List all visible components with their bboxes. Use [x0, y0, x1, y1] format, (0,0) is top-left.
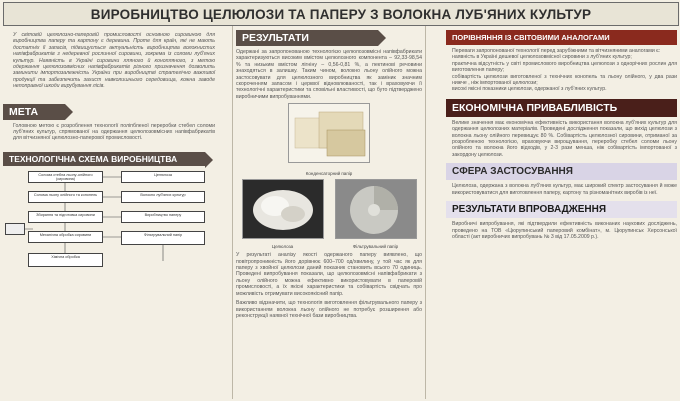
production-scheme-diagram	[3, 169, 215, 279]
comparison-item-1: наявність в Україні дешевої целюлозовмісної сировини з луб'яних культур;	[452, 54, 632, 61]
photo-row-bottom	[236, 179, 422, 249]
results-text-2: У результаті аналізу якості одержаного паперу виявлено, що повітропроникність його дорівнює 600–700 од/хвилину, у той час як для паперу з хвойної целюлози даний показник становить всього 70 одиниць. Проведені випробування показали, що целюлозовмісні напівфабрикати з льону олійного можна ефективно використовувати в паперовій промисловості, а їх якісні характеристики та собівартість свідчать про можливість отримувати високоякісний папір.	[236, 252, 422, 297]
scheme-box-paper: Виробництво паперу	[121, 211, 205, 223]
economic-text: Велике значення має економічна ефективність використання волокна луб'яних культур для одержання целюлозних матеріалів. Проведені дослідження показали, що вихід целюлози з волокна льону олійного перевищує 80 %. Собівартість целюлозної сировини, отриманої за розробленою технологією, враховуючи вирощування, переробку стебел соломи льону олійного та волокна його відходів, у 2-3 рази менша, ніж собівартість імпортованої з закордону целюлози.	[452, 119, 677, 158]
capacitor-paper-photo	[288, 103, 370, 163]
left-column	[3, 26, 215, 399]
results-text-3: Важливо відзначити, що технологія виготовлення фільтрувального паперу з використанням волокна льону олійного не потребує розширення або реконструкції наявної технічної бази виробництва.	[236, 300, 422, 319]
scheme-box-harvest: Збирання та підготовка сировини	[28, 211, 103, 223]
cellulose-photo	[242, 179, 324, 239]
scheme-box-straw: Солома льону олійного та конопель	[28, 191, 103, 203]
economic-heading: ЕКОНОМІЧНА ПРИВАБЛИВІСТЬ	[446, 99, 677, 117]
caption-cellulose: Целюлоза	[271, 244, 294, 250]
comparison-item-0: Переваги запропонованої технології перед зарубіжними та вітчизняними аналогами є:	[452, 48, 661, 54]
scheme-box-filter-paper: Фільтрувальний папір	[121, 231, 205, 245]
photo-filter-paper-wrap	[335, 179, 417, 249]
results-text-1: Одержані за запропонованою технологією целюлозовмісні напівфабрикати характеризуються високим вмістом целюлозного компонента – 92,33-98,54 % та низьким вмістом лігніну – 0,56-0,81 %, а пектинові речовини знаходяться в залишку. Таким чином, волокно льону олійного можна застосовувати для целюлозного виробництва як заміник значним скороченням запасом і церквої відновлюваності, так і враховуючи її технологічні характеристики та сповільні властивості, що буто підтверджено виробничими випробуваннями.	[236, 49, 422, 100]
comparison-item-4: високі якісні показники целюлози, одержаної з луб'яних культур.	[452, 86, 607, 93]
photo-cellulose-wrap	[242, 179, 324, 249]
application-heading: СФЕРА ЗАСТОСУВАННЯ	[446, 163, 677, 180]
caption-capacitor-paper: Конденсаторний папір	[305, 171, 353, 177]
results-heading: РЕЗУЛЬТАТИ	[236, 30, 378, 46]
scheme-box-fiber: Волокно луб'яних культур	[121, 191, 205, 203]
photo-capacitor-paper-wrap	[288, 103, 370, 168]
caption-filter-paper: Фільтрувальний папір	[352, 244, 399, 250]
comparison-item-3: собівартість целюлози виготовленої з технічних конопель та льону олійного, у два рази нижче , ніж імпортованої целюлози;	[452, 73, 677, 87]
comparison-item-2: практична відсутність у світі промислового виробництва целюлози з однорічних рослин для виготовлення паперу;	[452, 60, 677, 74]
poster-title: ВИРОБНИЦТВО ЦЕЛЮЛОЗИ ТА ПАПЕРУ З ВОЛОКНА ЛУБ'ЯНИХ КУЛЬТУР	[90, 6, 592, 22]
photo-row-top	[236, 103, 422, 168]
meta-text: Головною метою є розроблення технології поліпбленої переробки стебел соломи луб'яних культур, спрямованої на одержання целюлозовмісних напівфабрикатів для вітчизняної целюлозно-паперової промисловості.	[13, 122, 215, 142]
filter-paper-photo	[335, 179, 417, 239]
scheme-box-mechanical: Механічна обробка сировини	[28, 231, 103, 243]
implementation-text: Виробничі випробування, які підтвердили ефективність виконаних наукових досліджень, проведено на ТОВ «Цюрупинський паперовий комбінат», м. Цюрупинськ Херсонської області (акт виробничих випробувань № 3 від 17.05.2009 р.).	[452, 221, 677, 240]
intro-text: У світовій целюлозно-паперовій промисловості основною сировиною для виробництва паперу та картону є деревина. Проте для країн, які не мають достатніх її запасів, підвищується актуальність виробництва волокнистих напівфабрикатів з недеревної рослинної сировини, зокрема із соломи луб'яних культур. Наявність в Україні сировини лляного й конопляного, з метою одержання целюлозовмісних напівфабрикатів різного призначення дозволить заминити імпортозалежність України при виробництві стратегічно важливої продукції та забезпечить захист навколишнього середовища, кожна заводе непоправної шкоди вирубування лісів.	[13, 32, 215, 90]
right-column	[446, 26, 677, 399]
scheme-box-cellulose: Целюлоза	[121, 171, 205, 183]
scheme-box-raw-material: Солома стебла льону-олійного (сировина)	[28, 171, 103, 183]
middle-column	[232, 26, 426, 399]
scheme-box-side	[5, 223, 25, 235]
poster-title-bar	[3, 2, 679, 26]
scheme-box-chemical: Хімічна обробка	[28, 253, 103, 267]
meta-heading: МЕТА	[3, 104, 65, 120]
implementation-heading: РЕЗУЛЬТАТИ ВПРОВАДЖЕННЯ	[446, 201, 677, 218]
application-text: Целюлоза, одержана з волокна луб'яних культур, має широкий спектр застосування й може використовуватися для виготовлення паперу, картону та різноманітних виробів із неї.	[452, 183, 677, 196]
scheme-heading: ТЕХНОЛОГІЧНА СХЕМА ВИРОБНИЦТВА	[3, 152, 205, 166]
comparison-heading: ПОРІВНЯННЯ ІЗ СВІТОВИМИ АНАЛОГАМИ	[446, 30, 677, 45]
